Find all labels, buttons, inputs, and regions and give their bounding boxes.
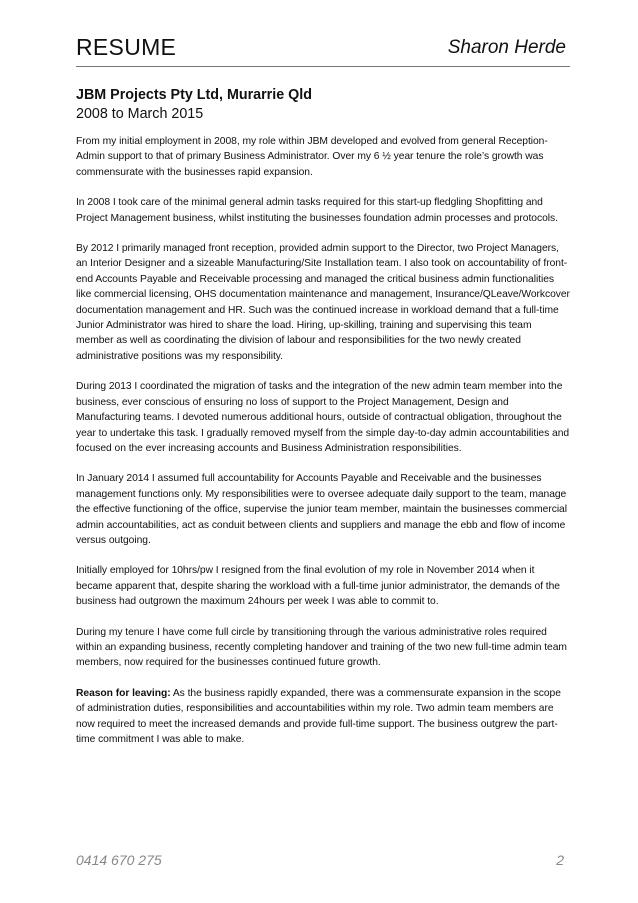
reason-text: As the business rapidly expanded, there was a commensurate expansion in the scope of administration duties, responsibilities and accountabilities within my role. Two admin team members are now required to meet the increased demands and provide full-time support. The business outgrew the part-time commitment I was able to make. bbox=[76, 687, 561, 745]
page-number: 2 bbox=[556, 852, 564, 868]
paragraph-2013: During 2013 I coordinated the migration of tasks and the integration of the new admin team member into the business, ever conscious of ensuring no loss of support to the Project Management, Design and Manufacturing teams. I devoted numerous additional hours, outside of contractual obligation, throughout the year to undertake this task. I gradually removed myself from the simple day-to-day admin accountabilities and focused on the ever increasing accounts and Business Administration responsibilities. bbox=[76, 381, 570, 454]
resume-heading: RESUME bbox=[76, 34, 177, 60]
paragraph-resignation: Initially employed for 10hrs/pw I resigned from the final evolution of my role in November 2014 when it became apparent that, despite sharing the workload with a full-time junior administrator, the demands of the business had outgrown the maximum 24hours per week I was able to commit to. bbox=[76, 565, 560, 608]
paragraph-tenure: During my tenure I have come full circle by transitioning through the various administrative roles required within an expanding business, recently completing handover and training of the two new full-time admin team members, now required for the businesses continued future growth. bbox=[76, 626, 567, 669]
paragraph-initial-employment: From my initial employment in 2008, my role within JBM developed and evolved from general Reception-Admin support to that of primary Business Administrator. Over my 6 ½ year tenure the role’s growth was commensurate with the businesses rapid expansion. bbox=[76, 136, 548, 178]
reason-label: Reason for leaving: bbox=[76, 687, 171, 699]
page-header bbox=[76, 34, 570, 67]
page-footer bbox=[76, 852, 570, 868]
company-name: JBM Projects Pty Ltd, Murarrie Qld bbox=[76, 87, 312, 103]
footer-phone: 0414 670 275 bbox=[76, 852, 162, 868]
applicant-name: Sharon Herde bbox=[447, 37, 566, 58]
paragraph-2012: By 2012 I primarily managed front reception, provided admin support to the Director, two Project Managers, an Interior Designer and a sizeable Manufacturing/Site Installation team. I also took on accountability of front-end Accounts Payable and Receivable processing and managed the critical business admin functionalities like commercial licensing, OHS documentation maintenance and management, Insurance/QLeave/Workcover documentation management and HR. Such was the continued increase in workload demand that a full-time Junior Administrator was hired to share the load. Hiring, up-skilling, training and supervising this team member as well as coordinating the division of labour and responsibilities for the two newly created administrative positions was my responsibility. bbox=[76, 243, 570, 362]
paragraph-2008: In 2008 I took care of the minimal general admin tasks required for this start-up fledgling Shopfitting and Project Management business, whilst instituting the businesses foundation admin processes and protocols. bbox=[76, 197, 558, 224]
employment-dates: 2008 to March 2015 bbox=[76, 106, 204, 122]
resume-body bbox=[76, 86, 570, 762]
paragraph-2014: In January 2014 I assumed full accountability for Accounts Payable and Receivable and the businesses management functions only. My responsibilities were to oversee adequate daily support to the team, manage the effective functioning of the office, supervise the junior team member, maintain the businesses commercial admin accountabilities, act as conduit between clients and suppliers and manage the ebb and flow of income versus outgoing. bbox=[76, 473, 567, 546]
paragraph-reason-for-leaving bbox=[76, 686, 570, 748]
